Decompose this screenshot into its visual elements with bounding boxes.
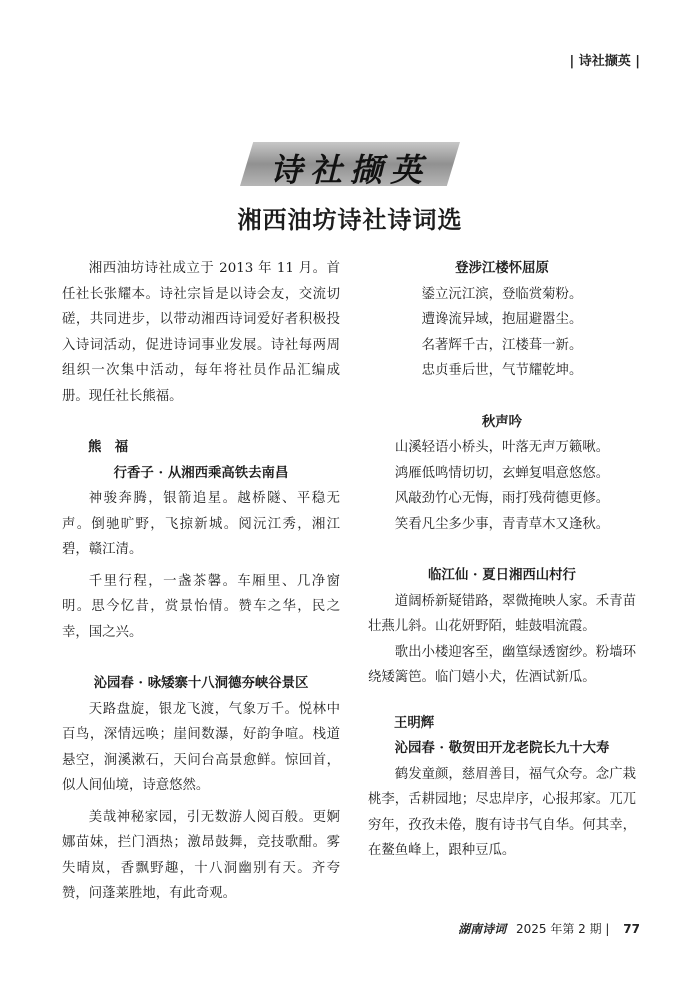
poem-title: 行香子 · 从湘西乘高铁去南昌 [113, 464, 289, 481]
left-column [62, 256, 340, 907]
poem-paragraph: 千里行程，一盏茶馨。车厢里、几净窗明。思今忆昔，赏景怡情。赞车之华，民之幸，国之兴。 [62, 573, 340, 640]
poem-title: 登涉江楼怀屈原 [455, 260, 549, 276]
poem-paragraph: 美哉神秘家园，引无数游人阅百般。更婀娜苗妹，拦门酒热；激昂鼓舞，竞技歌酣。雾失晴岚，香飘野趣，十八洞幽别有天。齐夸赞，问蓬莱胜地，有此奇观。 [62, 809, 340, 901]
poem-line: 遭谗流异域，抱屈避嚣尘。 [421, 312, 583, 327]
poem-line: 名著辉千古，江楼葺一新。 [421, 337, 583, 353]
poem-title: 沁园春 · 咏矮寨十八洞德夯峡谷景区 [93, 675, 309, 691]
author-name: 王明辉 [394, 715, 435, 731]
page-title: 湘西油坊诗社诗词选 [237, 205, 463, 234]
magazine-name: 湖南诗词 [458, 922, 507, 936]
poem-title: 沁园春 · 敬贺田开龙老院长九十大寿 [394, 740, 610, 756]
issue-label: 2025 年第 2 期 | [515, 922, 610, 936]
poem-line: 山溪轻语小桥头，叶落无声万籁啾。 [394, 440, 610, 455]
poem-line: 鋈立沅江滨，登临赏菊粉。 [421, 286, 583, 302]
poem-paragraph: 神骏奔腾，银箭追星。越桥隧、平稳无声。倒驰旷野，飞掠新城。阅沅江秀，湘江碧，赣江清。 [62, 491, 340, 557]
poem-line: 风敲劲竹心无悔，雨打残荷德更修。 [394, 491, 610, 506]
page-footer [458, 920, 640, 937]
page-number: 77 [623, 922, 640, 936]
poem-paragraph: 天路盘旋，银龙飞渡，气象万千。悦林中百鸟，深情远唤；崖间数瀑，好韵争喧。栈道悬空，涧溪漱石，天问台高景愈鲜。惊回首，似人间仙境，诗意悠然。 [62, 701, 340, 793]
right-column [368, 256, 636, 864]
banner-text: 诗社撷英 [269, 151, 430, 189]
intro-paragraph: 湘西油坊诗社成立于 2013 年 11 月。首任社长张耀本。诗社宗旨是以诗会友，交流切磋，共同进步，以带动湘西诗词爱好者积极投入诗词活动，促进诗词事业发展。诗社每两周组织一次集中活动，每年将社员作品汇编成册。现任社长熊福。 [62, 261, 340, 404]
section-banner [240, 142, 460, 189]
poem-line: 笑看凡尘多少事，青青草木又逢秋。 [394, 516, 610, 532]
poem-title: 秋声吟 [481, 413, 523, 430]
poem-title: 临江仙 · 夏日湘西山村行 [428, 567, 576, 583]
poem-line: 鸿雁低鸣情切切，玄蝉复唱意悠悠。 [394, 465, 610, 481]
poem-line: 忠贞垂后世，气节耀乾坤。 [421, 363, 583, 378]
section-tag: | 诗社撷英 | [569, 54, 640, 69]
poem-paragraph: 鹤发童颜，慈眉善目，福气众夸。念广栽桃李，舌耕园地；尽忠岸序，心报邦家。兀兀穷年，孜孜未倦，腹有诗书气自华。何其幸，在鳌鱼峰上，跟种豆瓜。 [368, 766, 636, 858]
poem-paragraph: 道阔桥新疑错路，翠微掩映人家。禾青苗壮燕儿斜。山花妍野陌，蛙鼓唱流霞。 [368, 593, 636, 634]
author-name: 熊 福 [88, 440, 129, 455]
poem-paragraph: 歌出小楼迎客至，幽篁绿透窗纱。粉墙环绕矮篱笆。临门嬉小犬，佐酒试新瓜。 [368, 644, 636, 685]
